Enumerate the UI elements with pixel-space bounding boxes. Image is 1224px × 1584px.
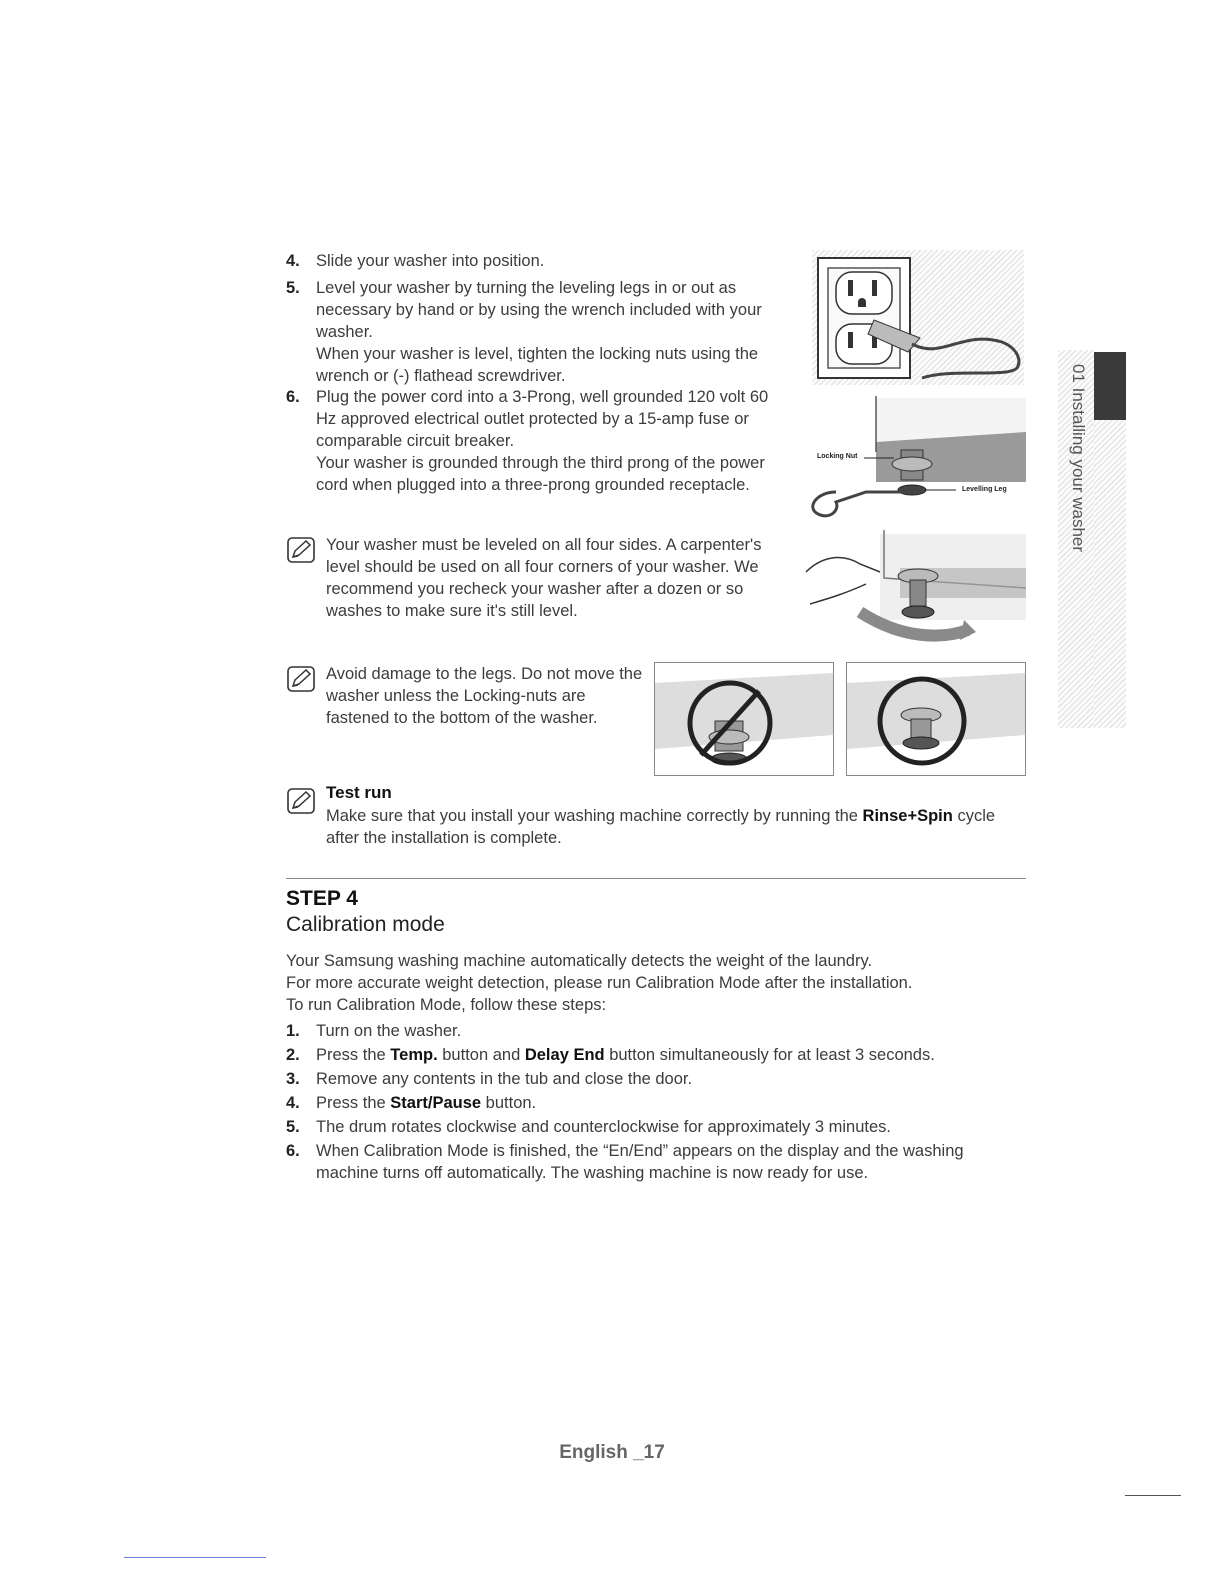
test-run-title: Test run <box>326 783 392 802</box>
note-pencil-icon <box>286 665 316 693</box>
install-step-5: 5. Level your washer by turning the leveling legs in or out as necessary by hand or by using the wrench included with your washer. When your washer is level, tighten the locking nuts using the wrench or (-) flathead screwdriver. <box>286 279 762 385</box>
leg-fastened-illustration <box>846 662 1026 776</box>
bottom-rule <box>124 1557 266 1558</box>
calibration-step: 5. The drum rotates clockwise and counterclockwise for approximately 3 minutes. <box>286 1118 891 1136</box>
install-step-6: 6. Plug the power cord into a 3-Prong, well grounded 120 volt 60 Hz approved electrical outlet protected by a 15-amp fuse or comparable circuit breaker. Your washer is grounded through the third prong of the power cord when plugged into a three-prong grounded receptacle. <box>286 388 769 494</box>
calibration-step: 1. Turn on the washer. <box>286 1022 462 1040</box>
side-tab-dark-block <box>1094 352 1126 420</box>
calibration-step: 4. Press the Start/Pause button. <box>286 1094 537 1112</box>
adjust-leg-illustration <box>800 528 1026 648</box>
label-levelling-leg: Levelling Leg <box>962 486 1007 493</box>
note-level: Your washer must be leveled on all four sides. A carpenter's level should be used on all four corners of your washer. We recommend you recheck your washer after a dozen or so washes to make sure it's still level. <box>326 536 762 620</box>
note-pencil-icon <box>286 787 316 815</box>
note-pencil-icon <box>286 536 316 564</box>
section-divider <box>286 878 1026 879</box>
step4-subheading: Calibration mode <box>286 913 445 936</box>
page-footer: English _17 <box>559 1442 665 1463</box>
outlet-illustration <box>812 250 1024 385</box>
corner-rule <box>1125 1495 1181 1496</box>
test-run-text: Make sure that you install your washing machine correctly by running the Rinse+Spin cycle after the installation is complete. <box>326 807 996 847</box>
calibration-steps <box>286 1020 1026 1186</box>
note-legs: Avoid damage to the legs. Do not move the washer unless the Locking-nuts are fastened to the bottom of the washer. <box>326 665 643 727</box>
calibration-step: 2. Press the Temp. button and Delay End button simultaneously for at least 3 seconds. <box>286 1046 935 1064</box>
install-step-4: 4. Slide your washer into position. <box>286 252 545 270</box>
step4-intro: Your Samsung washing machine automatically detects the weight of the laundry. For more accurate weight detection, please run Calibration Mode after the installation. To run Calibration Mode, follow these steps: <box>286 952 913 1014</box>
leg-unfastened-illustration <box>654 662 834 776</box>
step4-heading: STEP 4 <box>286 887 358 910</box>
side-tab-label: 01 Installing your washer <box>1069 364 1088 553</box>
calibration-step: 3. Remove any contents in the tub and close the door. <box>286 1070 693 1088</box>
label-locking-nut: Locking Nut <box>817 453 858 460</box>
side-tab-hatch-right <box>1094 420 1126 728</box>
calibration-step: 6. When Calibration Mode is finished, the “En/End” appears on the display and the washing machine turns off automatically. The washing machine is now ready for use. <box>286 1142 964 1182</box>
